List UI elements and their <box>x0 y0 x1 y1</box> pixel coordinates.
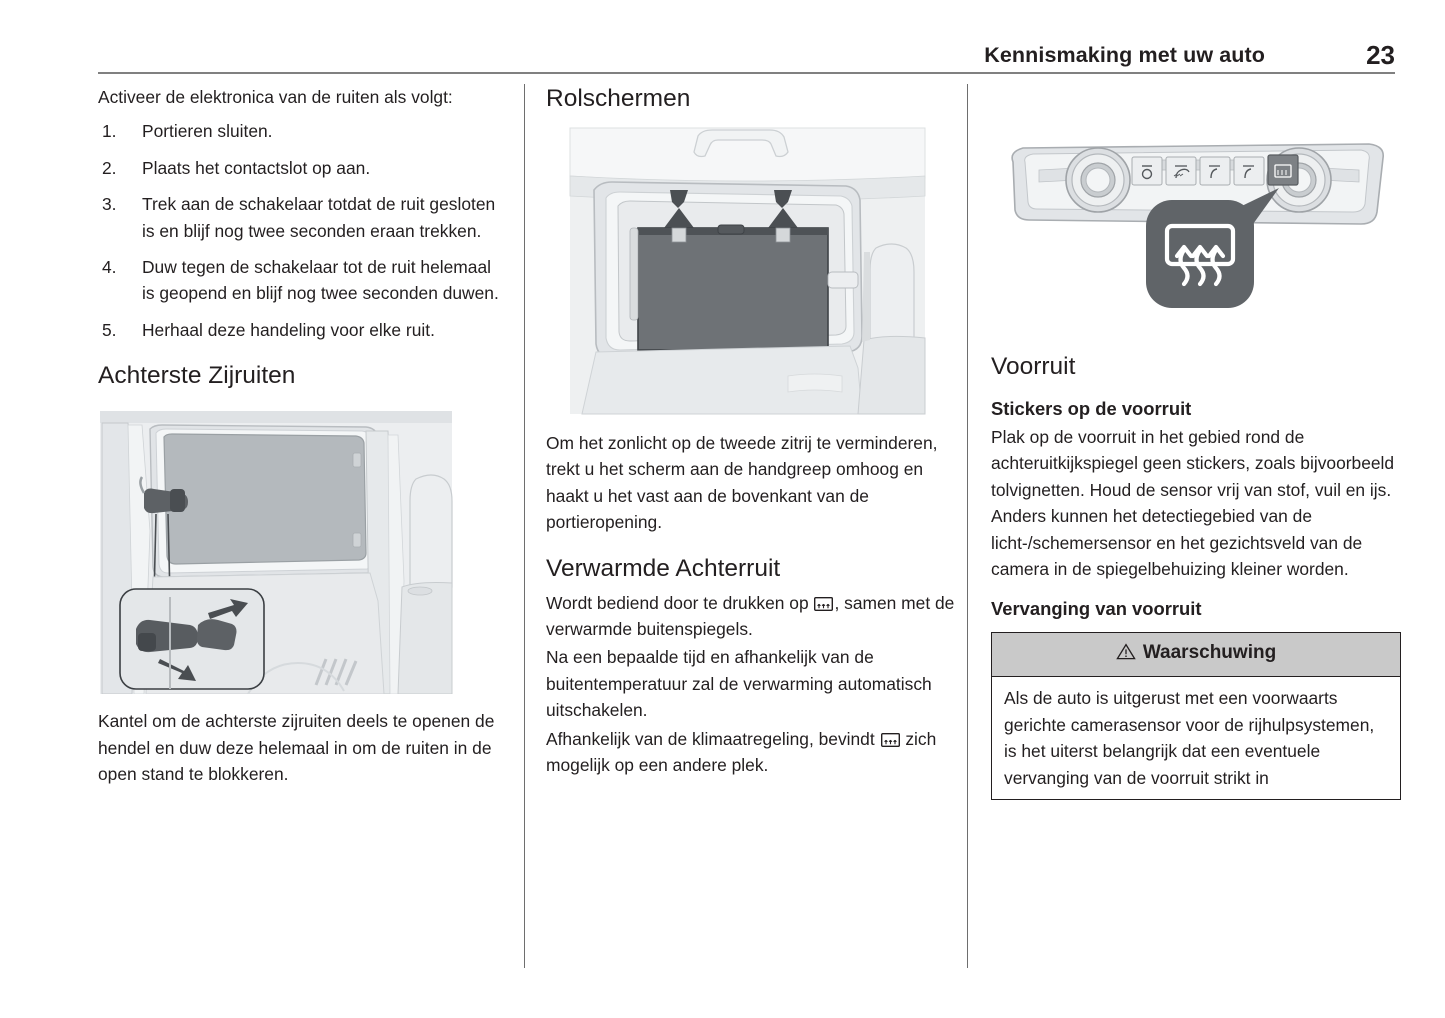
heading-rolschermen: Rolschermen <box>546 85 691 112</box>
list-item: Trek aan de schakelaar totdat de ruit gesloten is en blijf nog twee seconden eraan trekken. <box>142 194 496 241</box>
heated-rear-window-para-3 <box>546 726 956 779</box>
column-1 <box>98 84 508 789</box>
header-rule <box>98 72 1395 74</box>
rear-defrost-callout <box>1146 200 1254 308</box>
column-3 <box>991 84 1401 800</box>
sun-blind-panel <box>638 225 828 350</box>
voorruit-body: Plak op de voorruit in het gebied rond de achteruitkijkspiegel geen stickers, zoals bijvoorbeeld tolvignetten. Houd de sensor vrij van stof, vuil en ijs. Anders kunnen het detectiegebied van de licht-/schemersensor en het gezichtsveld van de camera in de spiegelbehuizing kleiner worden. <box>991 427 1395 580</box>
list-item: Plaats het contactslot op aan. <box>142 157 371 178</box>
subheading-stickers-op-de-voorruit: Stickers op de voorruit <box>991 398 1192 419</box>
figure-rear-side-window <box>98 401 508 694</box>
column-divider-1 <box>524 84 525 968</box>
heading-voorruit: Voorruit <box>991 353 1076 380</box>
intro-paragraph: Activeer de elektronica van de ruiten als volgt: <box>98 87 453 107</box>
warning-box <box>991 632 1401 800</box>
climate-button-ac[interactable] <box>1132 157 1162 185</box>
page-title: Kennismaking met uw auto <box>984 43 1265 67</box>
column-2 <box>546 84 956 780</box>
rear-defrost-icon <box>881 733 900 747</box>
warning-triangle-icon <box>1116 643 1136 666</box>
climate-button-airflow-1[interactable] <box>1200 157 1230 185</box>
rear-defrost-icon <box>814 597 833 611</box>
climate-button-rear-defrost[interactable] <box>1268 155 1298 185</box>
rear-side-window-body: Kantel om de achterste zijruiten deels te openen de hendel en duw deze helemaal in om de ruiten in de open stand te blokkeren. <box>98 711 495 785</box>
para1-text-before: Wordt bediend door te drukken op <box>546 592 814 613</box>
rear-side-window-illustration <box>98 401 454 694</box>
left-rotary-knob[interactable] <box>1066 148 1130 212</box>
warning-title: Waarschuwing <box>1142 642 1277 664</box>
heated-rear-window-para-2: Na een bepaalde tijd en afhankelijk van de buitentemperatuur zal de verwarming automatisch uitschakelen. <box>546 647 932 721</box>
figure-climate-panel <box>991 104 1401 334</box>
columns-container <box>0 84 1445 984</box>
climate-button-airflow-2[interactable] <box>1234 157 1264 185</box>
page-number: 23 <box>1366 40 1395 70</box>
climate-button-defrost-front[interactable] <box>1166 157 1196 185</box>
procedure-list <box>98 118 508 343</box>
warning-text: Als de auto is uitgerust met een voorwaarts gerichte camerasensor voor de rijhulpsystemen, is het uiterst belangrijk dat een eventuele vervanging van de voorruit strikt in <box>1004 688 1375 788</box>
heading-achterste-zijruiten: Achterste Zijruiten <box>98 362 296 390</box>
detail-callout <box>120 589 264 689</box>
para3-text-after: zich mogelijk op een andere plek. <box>546 728 937 776</box>
para1-text-after: , samen met de verwarmde buitenspiegels. <box>546 592 955 640</box>
rolschermen-body: Om het zonlicht op de tweede zitrij te verminderen, trekt u het scherm aan de handgreep omhoog en haakt u het vast aan de bovenkant van de portieropening. <box>546 433 938 533</box>
heading-verwarmde-achterruit: Verwarmde Achterruit <box>546 554 781 582</box>
subheading-vervanging-van-voorruit: Vervanging van voorruit <box>991 598 1202 620</box>
heated-rear-window-para-1 <box>546 590 956 643</box>
para3-text-before: Afhankelijk van de klimaatregeling, bevindt <box>546 728 880 749</box>
page-header <box>98 38 1395 74</box>
climate-control-panel-illustration <box>991 104 1401 334</box>
warning-box-body <box>992 677 1400 799</box>
warning-box-header <box>992 633 1400 677</box>
sun-blind-illustration <box>546 124 946 416</box>
column-divider-2 <box>967 84 968 968</box>
list-item: Portieren sluiten. <box>142 121 273 142</box>
list-item: Herhaal deze handeling voor elke ruit. <box>142 319 435 340</box>
figure-sun-blind <box>546 124 956 416</box>
list-item: Duw tegen de schakelaar tot de ruit helemaal is geopend en blijf nog twee seconden duwen. <box>142 257 499 304</box>
